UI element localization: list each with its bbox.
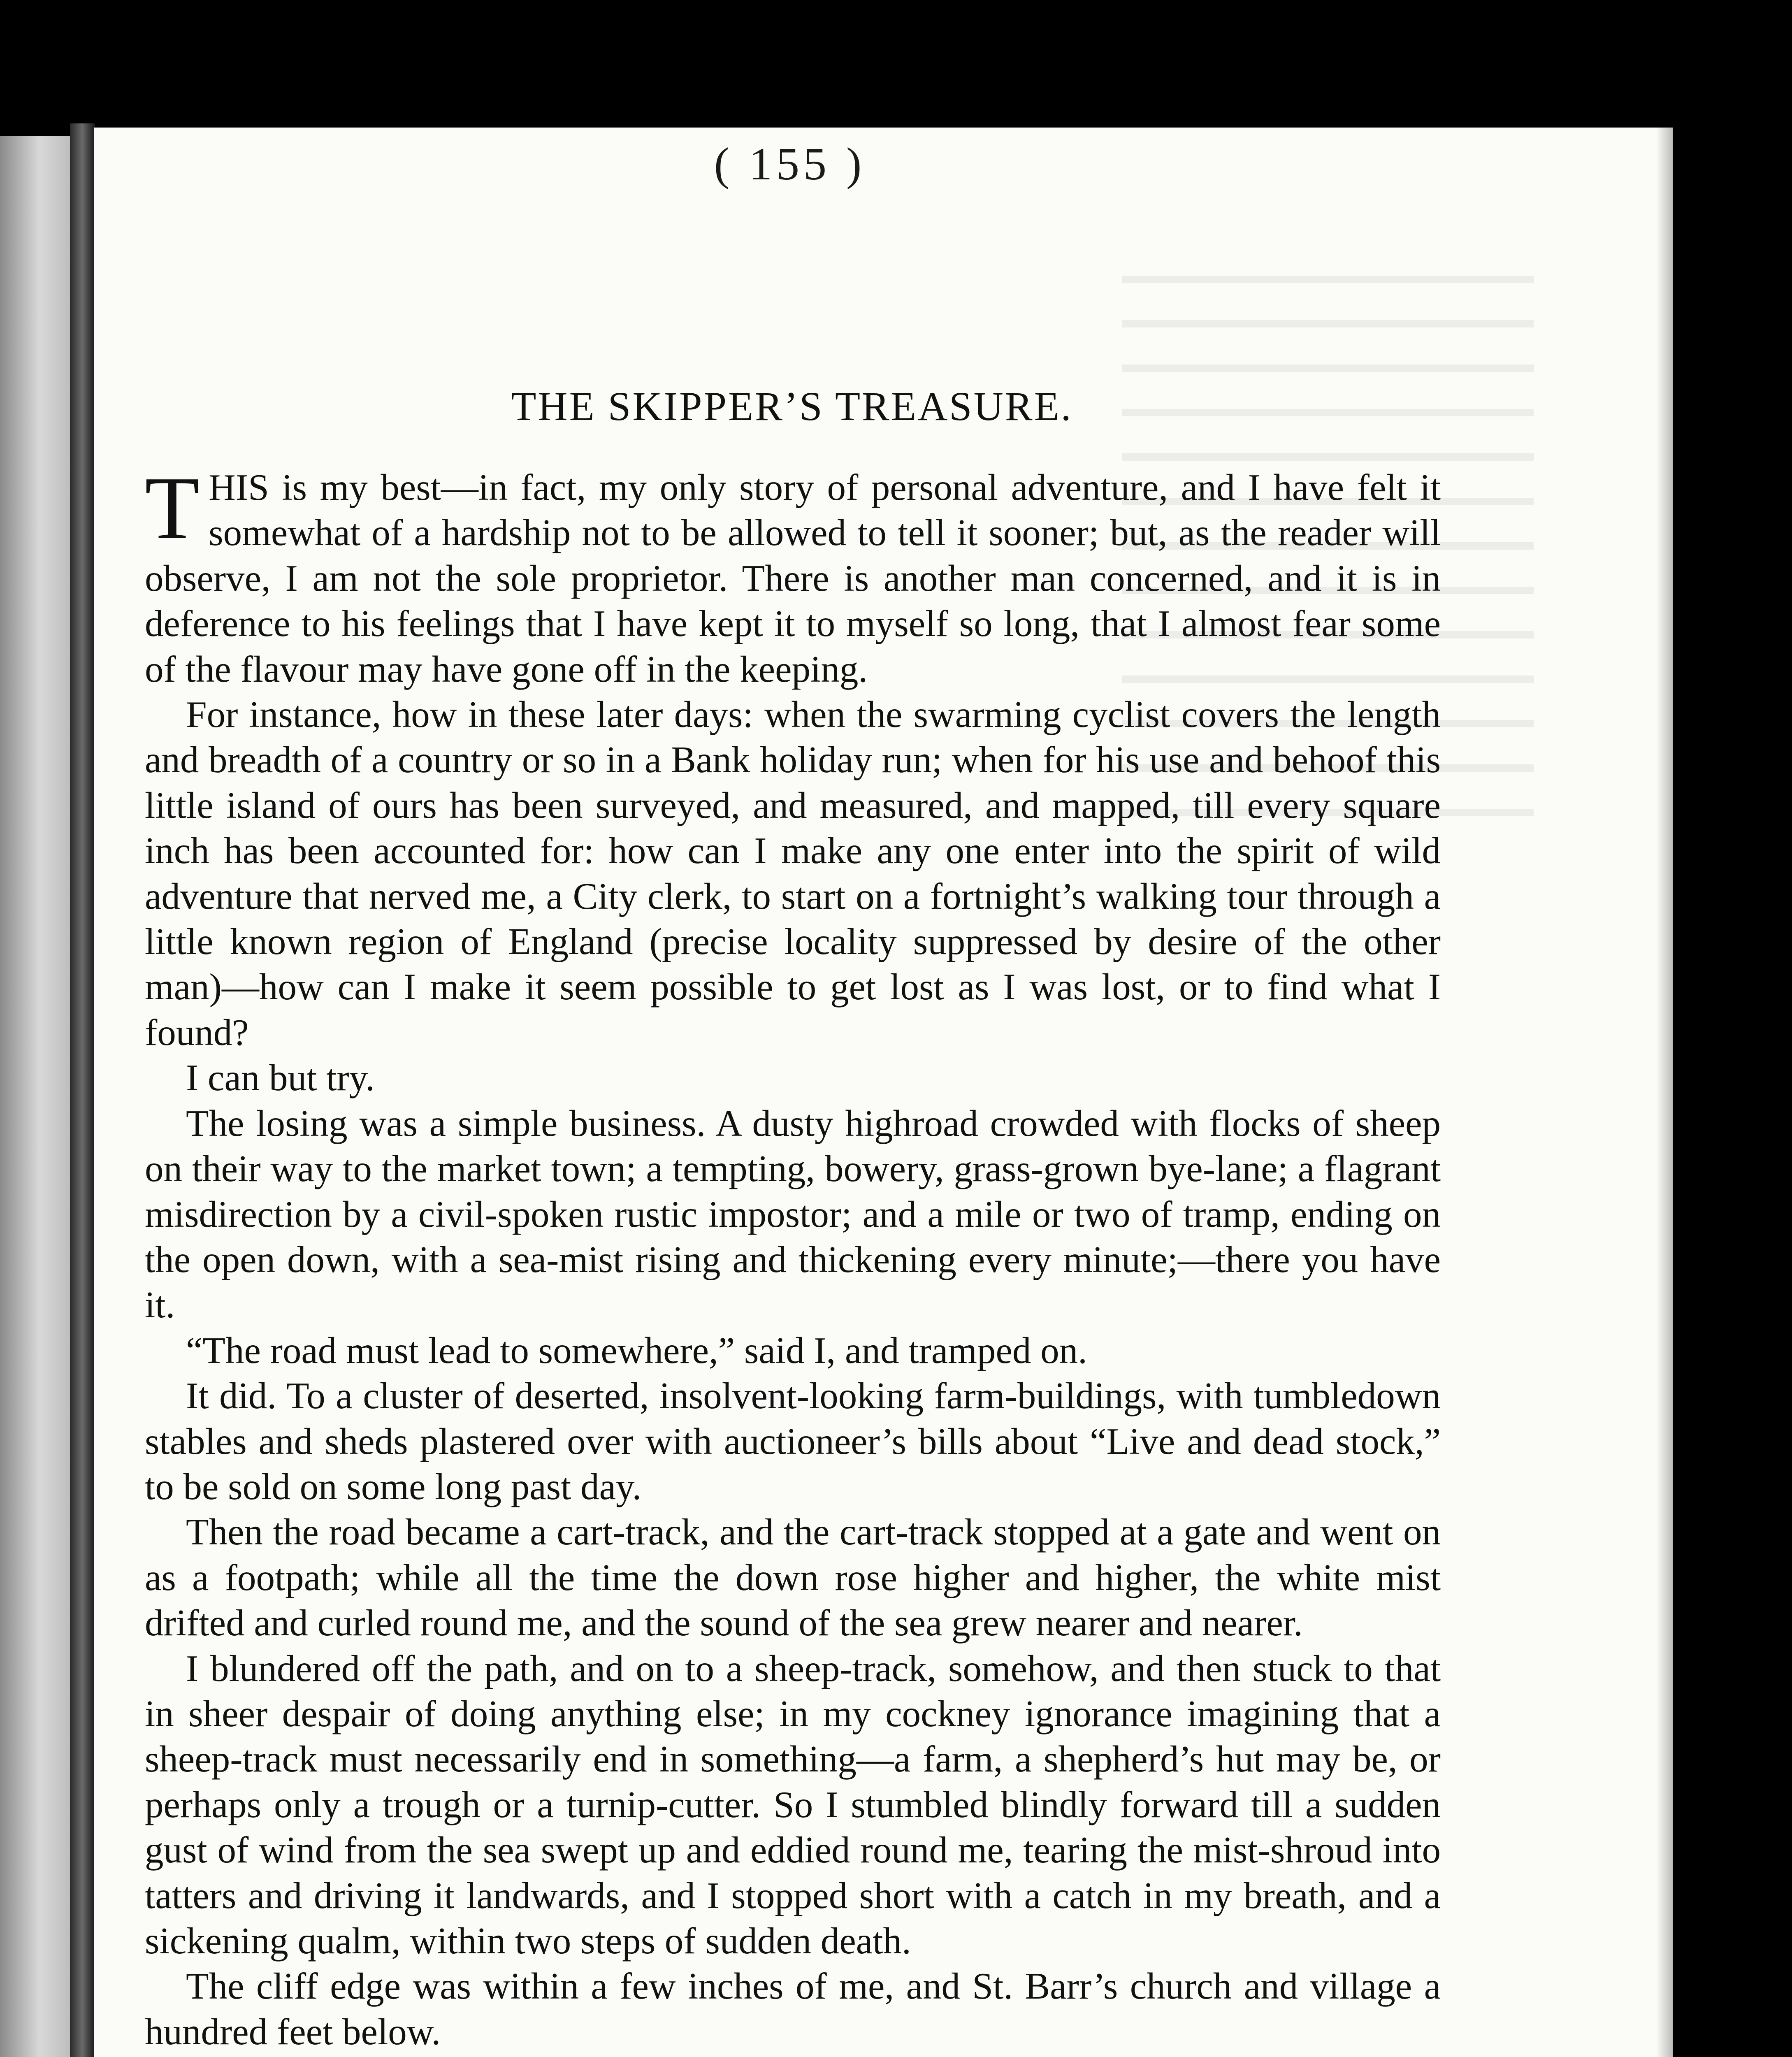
paragraph (145, 459, 1441, 692)
paragraph: It did. To a cluster of deserted, insolvent-looking farm-buildings, with tumbledown stables and sheds plastered over with auctioneer’s bills about “Live and dead stock,” to be sold on some long past day. (145, 1375, 1441, 1507)
paragraph: The losing was a simple business. A dusty highroad crowded with flocks of sheep on their way to the market town; a tempting, bowery, grass-grown bye-lane; a flagrant misdirection by a civil-spoken rustic impostor; and a mile or two of tramp, ending on the open down, with a sea-mist rising and thickening every minute;—there you have it. (145, 1102, 1441, 1326)
page-number: ( 155 ) (714, 139, 866, 190)
paragraph (145, 2055, 1441, 2057)
book-spine (70, 123, 95, 2057)
page-edge-shadow (1656, 128, 1673, 2057)
paragraph: For instance, how in these later days: when the swarming cyclist covers the length and breadth of a country or so in a Bank holiday run; when for his use and behoof this little island of ours has been surveyed, and measured, and mapped, till every square inch has been accounted for: how can I make any one enter into the spirit of wild adventure that nerved me, a City clerk, to start on a fortnight’s walking tour through a little known region of England (precise locality suppressed by desire of the other man)—how can I make it seem possible to get lost as I was lost, or to find what I found? (145, 694, 1441, 1053)
paragraph: The cliff edge was within a few inches of me, and St. Barr’s church and village a hundred feet below. (145, 1965, 1441, 2052)
story-body (145, 459, 1441, 2057)
paragraph: I blundered off the path, and on to a sheep-track, somehow, and then stuck to that in sheer despair of doing anything else; in my cockney ignorance imagining that a sheep-track must necessarily end in something—a farm, a shepherd’s hut may be, or perhaps only a trough or a turnip-cutter. So I stumbled blindly forward till a sudden gust of wind from the sea swept up and eddied round me, tearing the mist-shroud into tatters and driving it landwards, and I stopped short with a catch in my breath, and a sickening qualm, within two steps of sudden death. (145, 1647, 1441, 1962)
paragraph: Then the road became a cart-track, and the cart-track stopped at a gate and went on as a footpath; while all the time the down rose higher and higher, the white mist drifted and curled round me, and the sound of the sea grew nearer and nearer. (145, 1511, 1441, 1644)
paragraph: “The road must lead to somewhere,” said I, and tramped on. (186, 1329, 1087, 1371)
paragraph-text: HIS is my best—in fact, my only story of personal adventure, and I have felt it somewhat of a hardship not to be allowed to tell it sooner; but, as the reader will observe, I am not the sole proprietor. There is another man concerned, and it is in deference to his feelings that I have kept it to myself so long, that I almost fear some of the flavour may have gone off in the keeping. (145, 467, 1441, 690)
paragraph: I can but try. (186, 1057, 375, 1099)
story-title: THE SKIPPER’S TREASURE. (511, 383, 1073, 429)
drop-cap: T (145, 459, 200, 558)
